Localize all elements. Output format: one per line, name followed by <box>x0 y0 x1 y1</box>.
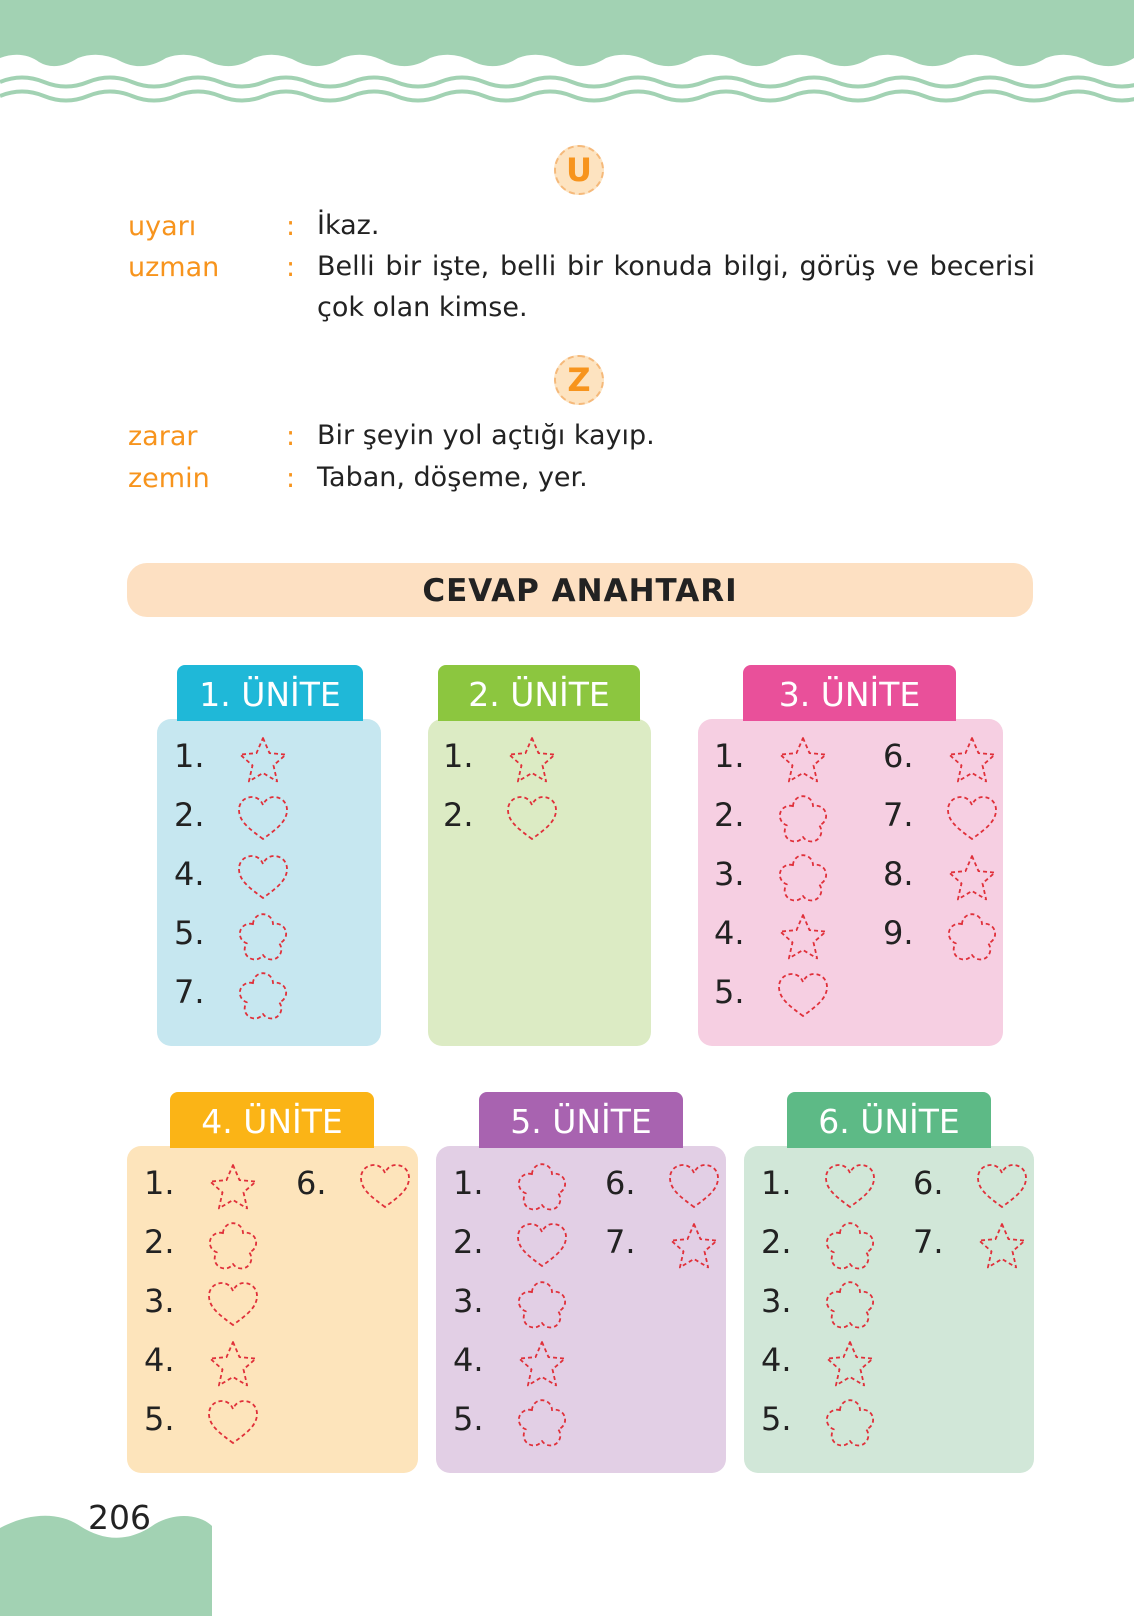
flower-icon <box>823 1221 879 1273</box>
answer-item <box>913 1221 1053 1271</box>
answer-item <box>144 1398 284 1448</box>
flower-icon <box>515 1162 571 1214</box>
star-icon <box>776 735 832 787</box>
answer-item <box>761 1162 901 1212</box>
answer-number: 2. <box>144 1223 175 1261</box>
answer-number: 4. <box>453 1341 484 1379</box>
answer-item <box>174 735 314 785</box>
star-icon <box>206 1339 262 1391</box>
answer-number: 9. <box>883 914 914 952</box>
answer-number: 1. <box>714 737 745 775</box>
heart-icon <box>236 853 292 905</box>
answer-item <box>453 1339 593 1389</box>
term-zemin: zemin <box>128 463 210 494</box>
flower-icon <box>823 1280 879 1332</box>
answer-number: 2. <box>714 796 745 834</box>
answer-item <box>605 1162 745 1212</box>
definition-uzman-line2: çok olan kimse. <box>317 292 528 323</box>
heart-icon <box>236 794 292 846</box>
star-icon <box>823 1339 879 1391</box>
answer-number: 7. <box>174 973 205 1011</box>
answer-number: 2. <box>443 796 474 834</box>
flower-icon <box>206 1221 262 1273</box>
answer-number: 3. <box>453 1282 484 1320</box>
star-icon <box>975 1221 1031 1273</box>
answer-number: 7. <box>605 1223 636 1261</box>
unit-5-tab: 5. ÜNİTE <box>479 1092 683 1148</box>
answer-number: 4. <box>144 1341 175 1379</box>
heart-icon <box>975 1162 1031 1214</box>
answer-key-title: CEVAP ANAHTARI <box>127 563 1033 617</box>
answer-number: 1. <box>761 1164 792 1202</box>
answer-item <box>144 1339 284 1389</box>
answer-item <box>605 1221 745 1271</box>
answer-item <box>761 1398 901 1448</box>
star-icon <box>667 1221 723 1273</box>
answer-item <box>453 1280 593 1330</box>
answer-number: 1. <box>144 1164 175 1202</box>
heart-icon <box>945 794 1001 846</box>
answer-number: 7. <box>883 796 914 834</box>
unit-1-tab: 1. ÜNİTE <box>177 665 363 721</box>
top-wave-decoration <box>0 0 1134 110</box>
answer-number: 3. <box>144 1282 175 1320</box>
answer-number: 6. <box>296 1164 327 1202</box>
unit-3-tab: 3. ÜNİTE <box>743 665 956 721</box>
definition-zemin: Taban, döşeme, yer. <box>317 462 588 493</box>
star-icon <box>776 912 832 964</box>
answer-number: 7. <box>913 1223 944 1261</box>
answer-item <box>453 1221 593 1271</box>
heart-icon <box>358 1162 414 1214</box>
answer-item <box>443 794 583 844</box>
answer-number: 5. <box>453 1400 484 1438</box>
letter-badge-u: U <box>554 145 604 195</box>
heart-icon <box>206 1398 262 1450</box>
answer-number: 3. <box>761 1282 792 1320</box>
answer-item <box>883 912 1023 962</box>
answer-item <box>714 853 854 903</box>
answer-item <box>883 794 1023 844</box>
star-icon <box>945 735 1001 787</box>
answer-item <box>883 853 1023 903</box>
answer-number: 5. <box>174 914 205 952</box>
answer-item <box>761 1280 901 1330</box>
flower-icon <box>236 912 292 964</box>
term-uzman: uzman <box>128 252 220 283</box>
answer-item <box>714 794 854 844</box>
answer-item <box>883 735 1023 785</box>
page-number: 206 <box>88 1498 151 1537</box>
answer-number: 2. <box>761 1223 792 1261</box>
definition-zarar: Bir şeyin yol açtığı kayıp. <box>317 420 655 451</box>
answer-number: 2. <box>174 796 205 834</box>
answer-number: 5. <box>761 1400 792 1438</box>
definition-uzman-line1: Belli bir işte, belli bir konuda bilgi, görüş ve becerisi <box>317 251 1035 282</box>
answer-number: 1. <box>443 737 474 775</box>
unit-4-tab: 4. ÜNİTE <box>170 1092 374 1148</box>
answer-item <box>761 1221 901 1271</box>
answer-number: 6. <box>913 1164 944 1202</box>
separator: : <box>286 421 296 452</box>
star-icon <box>505 735 561 787</box>
answer-number: 8. <box>883 855 914 893</box>
answer-item <box>174 912 314 962</box>
answer-number: 4. <box>714 914 745 952</box>
answer-number: 6. <box>605 1164 636 1202</box>
answer-number: 4. <box>174 855 205 893</box>
answer-item <box>761 1339 901 1389</box>
answer-item <box>443 735 583 785</box>
answer-item <box>453 1398 593 1448</box>
separator: : <box>286 211 296 242</box>
answer-number: 2. <box>453 1223 484 1261</box>
answer-number: 6. <box>883 737 914 775</box>
answer-item <box>296 1162 436 1212</box>
separator: : <box>286 252 296 283</box>
flower-icon <box>776 853 832 905</box>
star-icon <box>206 1162 262 1214</box>
star-icon <box>236 735 292 787</box>
flower-icon <box>515 1280 571 1332</box>
heart-icon <box>776 971 832 1023</box>
flower-icon <box>515 1398 571 1450</box>
answer-number: 5. <box>714 973 745 1011</box>
answer-item <box>174 971 314 1021</box>
answer-item <box>144 1280 284 1330</box>
answer-item <box>913 1162 1053 1212</box>
heart-icon <box>505 794 561 846</box>
answer-item <box>453 1162 593 1212</box>
flower-icon <box>823 1398 879 1450</box>
answer-item <box>714 735 854 785</box>
unit-6-tab: 6. ÜNİTE <box>787 1092 991 1148</box>
flower-icon <box>945 912 1001 964</box>
heart-icon <box>206 1280 262 1332</box>
definition-uyari: İkaz. <box>317 210 380 241</box>
letter-badge-z: Z <box>554 355 604 405</box>
answer-item <box>144 1162 284 1212</box>
unit-2-tab: 2. ÜNİTE <box>438 665 640 721</box>
heart-icon <box>667 1162 723 1214</box>
answer-item <box>144 1221 284 1271</box>
separator: : <box>286 463 296 494</box>
answer-number: 5. <box>144 1400 175 1438</box>
answer-item <box>714 971 854 1021</box>
answer-number: 3. <box>714 855 745 893</box>
term-uyari: uyarı <box>128 211 197 242</box>
answer-item <box>174 853 314 903</box>
heart-icon <box>515 1221 571 1273</box>
answer-item <box>174 794 314 844</box>
term-zarar: zarar <box>128 421 198 452</box>
answer-number: 4. <box>761 1341 792 1379</box>
heart-icon <box>823 1162 879 1214</box>
flower-icon <box>776 794 832 846</box>
answer-number: 1. <box>453 1164 484 1202</box>
star-icon <box>945 853 1001 905</box>
answer-number: 1. <box>174 737 205 775</box>
star-icon <box>515 1339 571 1391</box>
answer-item <box>714 912 854 962</box>
flower-icon <box>236 971 292 1023</box>
